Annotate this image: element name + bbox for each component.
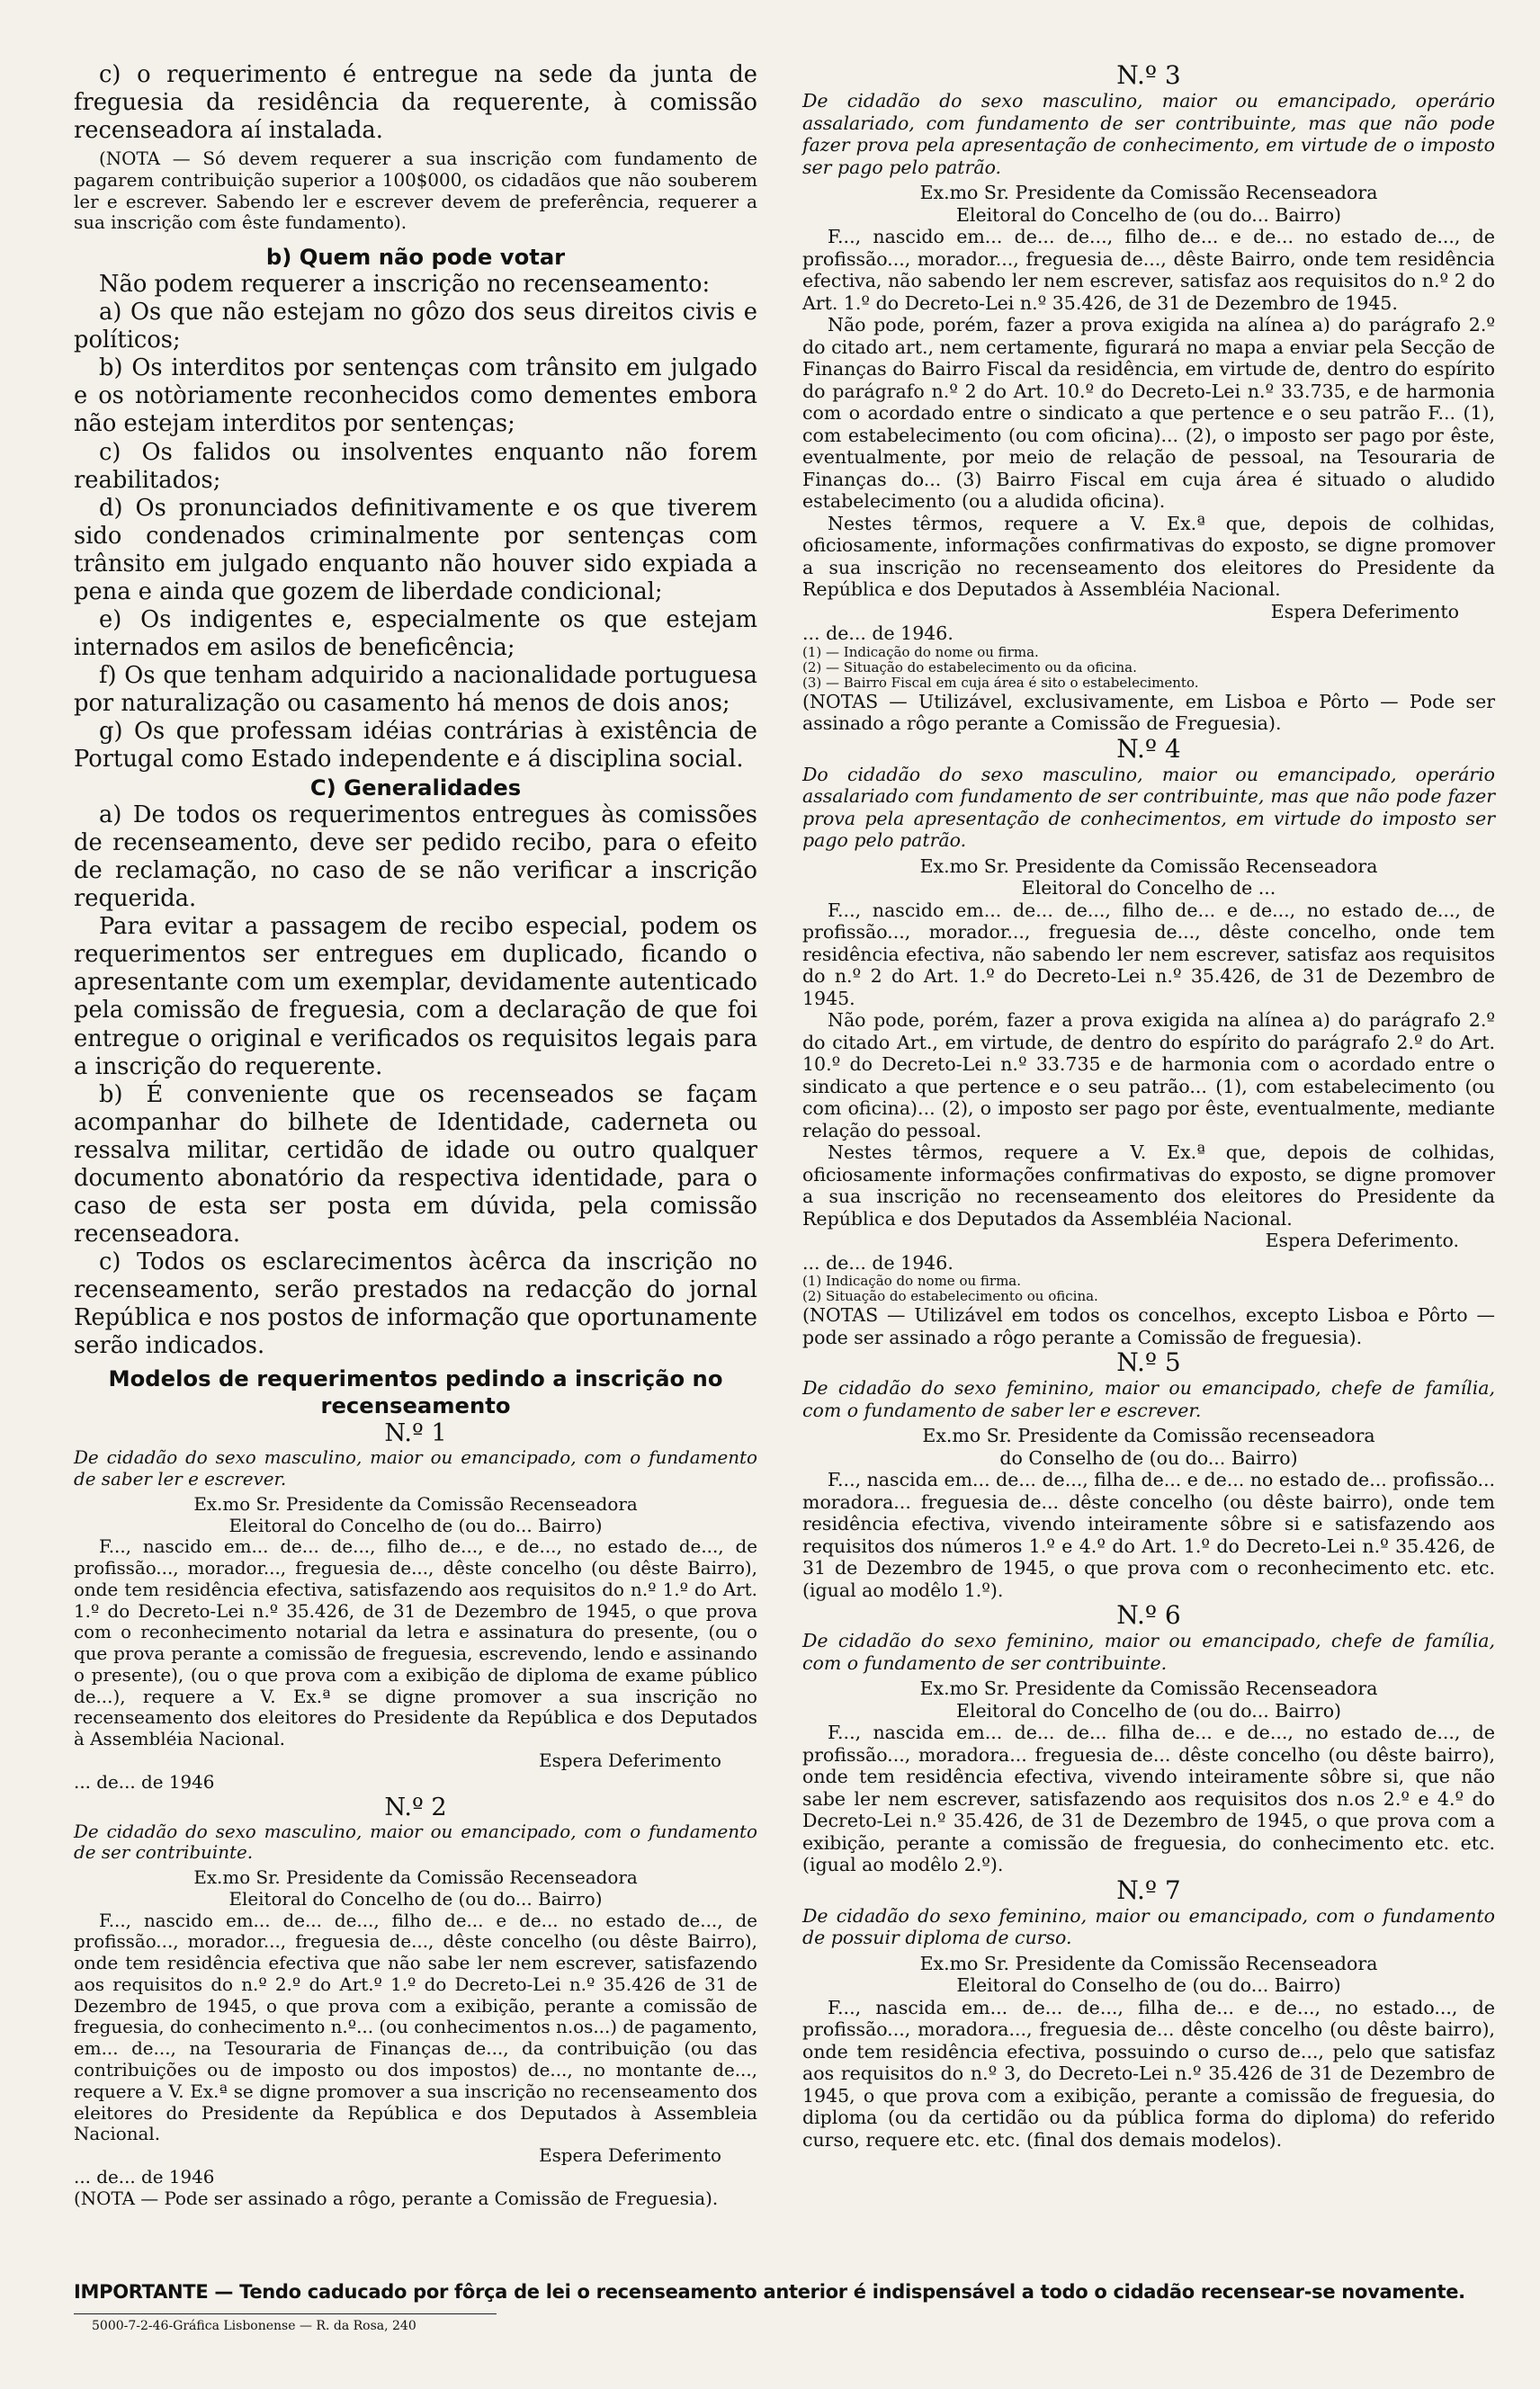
model-3-number: N.º 3: [1116, 60, 1181, 90]
model-6-address-line-1: Ex.mo Sr. Presidente da Comissão Recenseadora: [919, 1678, 1378, 1699]
model-2-body: F..., nascido em... de... de..., filho de... e de... no estado de..., de profissão..., morador..., freguesia de..., dêste concelho (ou dêste Bairro), onde tem residência efectiva que não sabe ler nem escrever, satisfazendo aos requisitos do n.º 2.º do Art.º 1.º do Decreto-Lei n.º 35.426 de 31 de Dezembro de 1945, o que prova com a exibição, perante a comissão de freguesia, do conhecimento n.º... (ou conhecimentos n.os...) de pagamento, em... de..., na Tesouraria de Finanças de..., da contribuição (ou das contribuições ou de imposto ou dos impostos) de..., no montante de..., requere a V. Ex.ª se digne promover a sua inscrição no recenseamento dos eleitores do Presidente da República e dos Deputados à Assembleia Nacional.: [74, 1910, 757, 2145]
model-5-description: De cidadão do sexo feminino, maior ou emancipado, chefe de família, com o fundamento de saber ler e escrever.: [802, 1377, 1495, 1421]
b-item-e: e) Os indigentes e, especialmente os que estejam internados em asilos de beneficência;: [74, 605, 757, 661]
model-1-date: ... de... de 1946: [74, 1771, 215, 1793]
model-2-address-line-1: Ex.mo Sr. Presidente da Comissão Recenseadora: [193, 1867, 638, 1889]
c-item-c: c) Todos os esclarecimentos àcêrca da inscrição no recenseamento, serão prestados na redacção do jornal República e nos postos de informação que oportunamente serão indicados.: [74, 1248, 757, 1360]
heading-generalities: C) Generalidades: [309, 774, 522, 801]
model-4-description: Do cidadão do sexo masculino, maior ou emancipado, operário assalariado com fundamento de ser contribuinte, mas que não pode fazer prova pela apresentação de conhecimentos, em virtude do imposto ser pago pelo patrão.: [802, 763, 1495, 851]
model-1-address-line-2: Eleitoral do Concelho de (ou do... Bairro): [228, 1515, 603, 1536]
model-3-espera: Espera Deferimento: [1270, 600, 1459, 622]
c-item-a: a) De todos os requerimentos entregues às comissões de recenseamento, deve ser pedido recibo, para o efeito de reclamação, no caso de se não verificar a inscrição requerida.: [74, 801, 757, 913]
b-intro: Não podem requerer a inscrição no recenseamento:: [99, 271, 711, 299]
model-6-number: N.º 6: [1116, 1600, 1181, 1630]
model-5-number: N.º 5: [1116, 1347, 1181, 1377]
model-4-number: N.º 4: [1116, 733, 1181, 764]
note-c: (NOTA — Só devem requerer a sua inscrição com fundamento de pagarem contribuição superior a 100$000, os cidadãos que não souberem ler e escrever. Sabendo ler e escrever devem de preferência, requerer a sua inscrição com êste fundamento).: [74, 148, 757, 234]
model-1-espera: Espera Deferimento: [539, 1750, 721, 1771]
model-3-address-line-2: Eleitoral do Concelho de (ou do... Bairro): [955, 203, 1342, 226]
right-column: [802, 61, 1495, 2151]
model-2-espera: Espera Deferimento: [539, 2145, 721, 2167]
model-3-body-3: Nestes têrmos, requere a V. Ex.ª que, depois de colhidas, oficiosamente, informações confirmativas do exposto, se digne promover a sua inscrição no recenseamento dos eleitores do Presidente da República e dos Deputados à Assembléia Nacional.: [802, 512, 1495, 600]
model-7-body: F..., nascida em... de... de..., filha de... e de..., no estado..., de profissão..., moradora..., freguesia de... dêste concelho (ou dêste bairro), onde tem residência efectiva, possuindo o curso de..., pelo que satisfaz aos requisitos do n.º 3, do Decreto-Lei n.º 35.426 de 31 de Dezembro de 1945, o que prova com a exibição, perante a comissão de freguesia, do diploma (ou da certidão ou da pública forma do diploma) do referido curso, requere etc. etc. (final dos demais modelos).: [802, 1996, 1495, 2151]
model-6-description: De cidadão do sexo feminino, maior ou emancipado, chefe de família, com o fundamento de ser contribuinte.: [802, 1630, 1495, 1674]
model-4-body-3: Nestes têrmos, requere a V. Ex.ª que, depois de colhidas, oficiosamente informações confirmativas do exposto, se digne promover a sua inscrição no recenseamento dos eleitores do Presidente da República e dos Deputados da Assembléia Nacional.: [802, 1141, 1495, 1230]
model-3-footnote-1: (1) — Indicação do nome ou firma.: [802, 643, 1039, 660]
model-1-number: N.º 1: [384, 1419, 447, 1448]
models-heading: Modelos de requerimentos pedindo a inscrição no recenseamento: [108, 1365, 723, 1419]
model-4-address-line-2: Eleitoral do Concelho de ...: [1021, 877, 1276, 899]
model-4-note: (NOTAS — Utilizável em todos os concelhos, excepto Lisboa e Pôrto — pode ser assinado a rôgo perante a Comissão de freguesia).: [802, 1304, 1495, 1348]
model-2-address-line-2: Eleitoral do Concelho de (ou do... Bairro): [228, 1888, 603, 1910]
model-3-date: ... de... de 1946.: [802, 622, 954, 644]
document-page: [74, 60, 1495, 2364]
b-item-f: f) Os que tenham adquirido a nacionalidade portuguesa por naturalização ou casamento há menos de dois anos;: [74, 661, 757, 717]
model-7-number: N.º 7: [1116, 1875, 1181, 1905]
model-1-address-line-1: Ex.mo Sr. Presidente da Comissão Recenseadora: [193, 1493, 638, 1515]
b-item-c: c) Os falidos ou insolventes enquanto não forem reabilitados;: [74, 438, 757, 494]
left-column: [74, 61, 757, 2209]
footer-rule: [74, 2313, 497, 2314]
model-3-note: (NOTAS — Utilizável, exclusivamente, em Lisboa e Pôrto — Pode ser assinado a rôgo perante a Comissão de Freguesia).: [802, 690, 1495, 734]
c-requirement: c) o requerimento é entregue na sede da junta de freguesia da residência da requerente, à comissão recenseadora aí instalada.: [74, 61, 757, 145]
model-3-address-line-1: Ex.mo Sr. Presidente da Comissão Recenseadora: [919, 182, 1378, 203]
model-2-number: N.º 2: [384, 1793, 447, 1821]
model-4-date: ... de... de 1946.: [802, 1251, 954, 1274]
model-3-footnote-3: (3) — Bairro Fiscal em cuja área é sito o estabelecimento.: [802, 674, 1199, 691]
model-2-date: ... de... de 1946: [74, 2166, 215, 2188]
model-4-espera: Espera Deferimento.: [1265, 1230, 1459, 1251]
model-4-footnote-2: (2) Situação do estabelecimento ou oficina.: [802, 1288, 1098, 1304]
c-item-receipt: Para evitar a passagem de recibo especial, podem os requerimentos ser entregues em duplicado, ficando o apresentante com um exemplar, devidamente autenticado pela comissão de freguesia, com a declaração de que foi entregue o original e verificados os requisitos legais para a inscrição do requerente.: [74, 913, 757, 1080]
c-item-b: b) É conveniente que os recenseados se façam acompanhar do bilhete de Identidade, caderneta ou ressalva militar, certidão de idade ou outro qualquer documento abonatório da respectiva identidade, para o caso de esta ser posta em dúvida, pela comissão recenseadora.: [74, 1080, 757, 1248]
model-4-address-line-1: Ex.mo Sr. Presidente da Comissão Recenseadora: [919, 854, 1378, 877]
model-2-description: De cidadão do sexo masculino, maior ou emancipado, com o fundamento de ser contribuinte.: [74, 1821, 757, 1864]
heading-who-cannot-vote: b) Quem não pode votar: [265, 244, 566, 271]
model-4-body-2: Não pode, porém, fazer a prova exigida na alínea a) do parágrafo 2.º do citado Art., em virtude, de dentro do espírito do parágrafo 2.º do Art. 10.º do Decreto-Lei n.º 33.735 e de harmonia com o acordado entre o sindicato a que pertence e o seu patrão... (1), com estabelecimento (ou com oficina)... (2), o imposto ser pago por êste, eventualmente, mediante relação do pessoal.: [802, 1009, 1495, 1141]
model-5-address-line-2: do Conselho de (ou do... Bairro): [999, 1446, 1298, 1469]
model-7-address-line-2: Eleitoral do Conselho de (ou do... Bairro): [956, 1974, 1341, 1996]
model-3-body: F..., nascido em... de... de..., filho de... e de... no estado de..., de profissão..., morador..., freguesia de..., dêste Bairro, onde tem residência efectiva, não sabendo ler nem escrever, satisfaz aos requisitos do n.º 2 do Art. 1.º do Decreto-Lei n.º 35.426, de 31 de Dezembro de 1945.: [802, 226, 1495, 314]
model-1-description: De cidadão do sexo masculino, maior ou emancipado, com o fundamento de saber ler e escrever.: [74, 1447, 757, 1490]
b-item-d: d) Os pronunciados definitivamente e os que tiverem sido condenados criminalmente por sentenças com trânsito em julgado enquanto não houver sido expiada a pena e ainda que gozem de liberdade condicional;: [74, 494, 757, 605]
model-6-body: F..., nascida em... de... de... filha de... e de..., no estado de..., de profissão..., moradora... freguesia de... dêste concelho (ou dêste bairro), onde tem residência efectiva, vivendo inteiramente sôbre si, que não sabe ler nem escrever, satisfazendo aos requisitos dos n.os 2.º e 4.º do Decreto-Lei n.º 35.426, de 31 de Dezembro de 1945, o que prova com a exibição, perante a comissão de freguesia, do conhecimento etc. etc. (igual ao modêlo 2.º).: [802, 1722, 1495, 1875]
model-4-footnote-1: (1) Indicação do nome ou firma.: [802, 1273, 1022, 1289]
model-5-address-line-1: Ex.mo Sr. Presidente da Comissão recenseadora: [922, 1425, 1375, 1446]
model-2-note: (NOTA — Pode ser assinado a rôgo, perante a Comissão de Freguesia).: [74, 2188, 719, 2209]
model-5-body: F..., nascida em... de... de..., filha de... e de... no estado de... profissão... moradora... freguesia de... dêste concelho (ou dêste bairro), onde tem residência efectiva, vivendo inteiramente sôbre si e satisfazendo aos requisitos dos números 1.º e 4.º do Art. 1.º do Decreto-Lei n.º 35.426, de 31 de Dezembro de 1945, o que prova com o reconhecimento etc. etc. (igual ao modêlo 1.º).: [802, 1469, 1495, 1601]
model-7-description: De cidadão do sexo feminino, maior ou emancipado, com o fundamento de possuir diploma de curso.: [802, 1904, 1495, 1948]
model-7-address-line-1: Ex.mo Sr. Presidente da Comissão Recenseadora: [919, 1952, 1378, 1974]
b-item-g: g) Os que professam idéias contrárias à existência de Portugal como Estado independente e á disciplina social.: [74, 718, 757, 774]
model-3-body-2: Não pode, porém, fazer a prova exigida na alínea a) do parágrafo 2.º do citado art., nem certamente, figurará no mapa a enviar pela Secção de Finanças do Bairro Fiscal da residência, em virtude de, dentro do espírito do parágrafo n.º 2 do Art. 10.º do Decreto-Lei n.º 33.735, e de harmonia com o acordado entre o sindicato a que pertence e o seu patrão F... (1), com estabelecimento (ou com oficina)... (2), o imposto ser pago por êste, eventualmente, por meio de relação de pessoal, na Tesouraria de Finanças do... (3) Bairro Fiscal em cuja área é situado o aludido estabelecimento (ou a aludida oficina).: [802, 314, 1495, 512]
important-notice: IMPORTANTE — Tendo caducado por fôrça de lei o recenseamento anterior é indispensável a todo o cidadão recensear-se novamente.: [74, 2281, 1465, 2303]
model-6-address-line-2: Eleitoral do Concelho de (ou do... Bairro): [955, 1699, 1342, 1722]
b-item-a: a) Os que não estejam no gôzo dos seus direitos civis e políticos;: [74, 299, 757, 354]
b-item-b: b) Os interditos por sentenças com trânsito em julgado e os notòriamente reconhecidos como dementes embora não estejam interditos por sentenças;: [74, 354, 757, 438]
printer-imprint: 5000-7-2-46-Gráfica Lisbonense — R. da Rosa, 240: [92, 2319, 416, 2333]
model-3-description: De cidadão do sexo masculino, maior ou emancipado, operário assalariado, com fundamento de ser contribuinte, mas que não pode fazer prova pela apresentação de conhecimento, em virtude de o imposto ser pago pelo patrão.: [802, 90, 1495, 178]
model-1-body: F..., nascido em... de... de..., filho de..., e de..., no estado de..., de profissão..., morador..., freguesia de..., dêste concelho (ou dêste Bairro), onde tem residência efectiva, satisfazendo aos requisitos do n.º 1.º do Art. 1.º do Decreto-Lei n.º 35.426, de 31 de Dezembro de 1945, o que prova com o reconhecimento notarial da letra e assinatura do presente, (ou o que prova perante a comissão de freguesia, escrevendo, lendo e assinando o presente), (ou o que prova com a exibição de diploma de exame público de...), requere a V. Ex.ª se digne promover a sua inscrição no recenseamento dos eleitores do Presidente da República e dos Deputados à Assembléia Nacional.: [74, 1536, 757, 1750]
model-4-body: F..., nascido em... de... de..., filho de... e de..., no estado de..., de profissão..., morador..., freguesia de..., dêste concelho, onde tem residência efectiva, não sabendo ler nem escrever, satisfaz aos requisitos do n.º 2 do Art. 1.º do Decreto-Lei n.º 35.426, de 31 de Dezembro de 1945.: [802, 899, 1495, 1009]
model-3-footnote-2: (2) — Situação do estabelecimento ou da oficina.: [802, 658, 1137, 676]
